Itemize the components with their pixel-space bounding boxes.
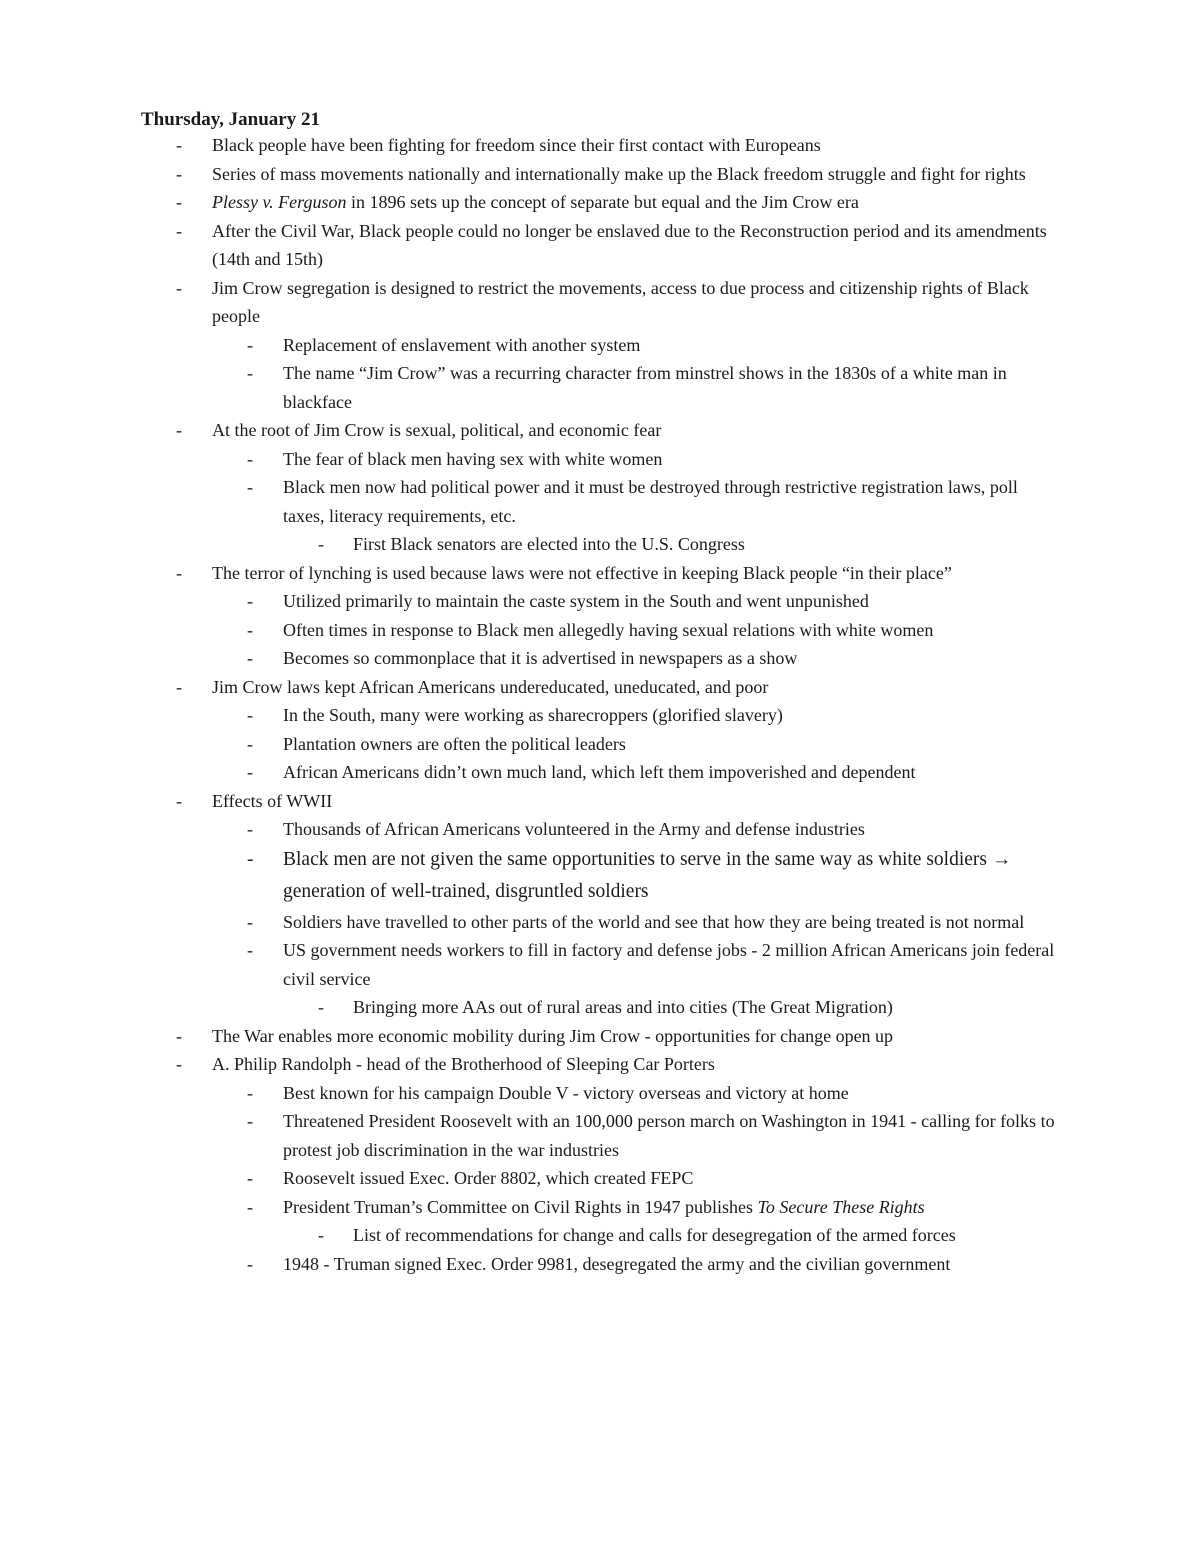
bullet-body: Plantation owners are often the political leaders [283,733,626,754]
bullet-item-level-1 [0,416,1200,445]
bullet-body: Series of mass movements nationally and internationally make up the Black freedom struggle and fight for rights [212,163,1026,184]
bullet-dash: - [176,220,182,241]
bullet-text [283,1164,1063,1193]
bullet-body: in 1896 sets up the concept of separate but equal and the Jim Crow era [346,192,859,212]
bullet-dash: - [247,705,253,725]
bullet-body: The terror of lynching is used because laws were not effective in keeping Black people “in their place” [212,562,952,583]
italic-title: Plessy v. Ferguson [212,192,347,212]
bullet-item-level-2 [0,1107,1200,1164]
bullet-dash: - [176,790,182,811]
bullet-body: Soldiers have travelled to other parts of the world and see that how they are being treated is not normal [283,911,1025,932]
bullet-body: Black men now had political power and it must be destroyed through restrictive registration laws, poll taxes, literacy requirements, etc. [283,477,1018,526]
bullet-item-level-2 [0,587,1200,616]
bullet-text [283,815,1063,844]
bullet-item-level-2 [0,445,1200,474]
bullet-body: The name “Jim Crow” was a recurring character from minstrel shows in the 1830s of a white man in blackface [283,363,1007,412]
bullet-dash: - [247,477,253,497]
bullet-dash: - [247,1111,253,1131]
bullet-dash: - [176,562,182,583]
bullet-text [353,993,1063,1022]
bullet-item-level-1 [0,1050,1200,1079]
bullet-body: First Black senators are elected into the U.S. Congress [353,534,745,554]
bullet-text [283,758,1063,787]
notes-list [0,131,1200,1278]
italic-title: To Secure These Rights [757,1196,925,1217]
bullet-body: List of recommendations for change and calls for desegregation of the armed forces [353,1225,956,1245]
bullet-dash: - [176,135,182,155]
bullet-text [212,787,1062,816]
bullet-text [283,473,1063,530]
bullet-dash: - [247,848,254,870]
bullet-text [353,530,1063,559]
bullet-item-level-1 [0,188,1200,217]
bullet-item-level-2 [0,473,1200,530]
bullet-text [212,1022,1062,1051]
bullet-body: The War enables more economic mobility during Jim Crow - opportunities for change open up [212,1025,894,1046]
bullet-text [283,644,1063,673]
bullet-text [212,274,1062,331]
bullet-item-level-2 [0,644,1200,673]
bullet-dash: - [176,676,182,697]
bullet-body: Often times in response to Black men allegedly having sexual relations with white women [283,619,934,640]
bullet-item-level-2 [0,1079,1200,1108]
bullet-dash: - [247,1168,253,1188]
bullet-item-level-1 [0,131,1200,160]
bullet-item-level-1 [0,673,1200,702]
bullet-item-level-2 [0,936,1200,993]
bullet-text [283,908,1063,937]
bullet-dash: - [247,819,253,839]
bullet-item-level-3 [0,530,1200,559]
bullet-item-level-2 [0,616,1200,645]
bullet-text [283,844,1063,908]
bullet-item-level-1 [0,160,1200,189]
bullet-dash: - [247,762,253,782]
bullet-text [283,1250,1063,1279]
bullet-text [283,936,1063,993]
bullet-item-level-2 [0,815,1200,844]
bullet-item-level-1 [0,559,1200,588]
bullet-dash: - [176,163,182,184]
bullet-body: Bringing more AAs out of rural areas and into cities (The Great Migration) [353,997,893,1017]
bullet-dash: - [318,534,324,554]
bullet-item-level-1 [0,217,1200,274]
bullet-item-level-3 [0,1221,1200,1250]
bullet-body: Effects of WWII [212,790,333,811]
bullet-text [283,359,1063,416]
bullet-item-level-2 [0,701,1200,730]
bullet-body: A. Philip Randolph - head of the Brotherhood of Sleeping Car Porters [212,1054,715,1074]
bullet-dash: - [247,733,253,754]
bullet-text [212,217,1062,274]
bullet-text [212,559,1062,588]
bullet-dash: - [176,192,182,212]
bullet-body: President Truman’s Committee on Civil Rights in 1947 publishes [283,1196,758,1217]
bullet-body: Replacement of enslavement with another system [283,334,641,355]
bullet-text [212,673,1062,702]
bullet-body: US government needs workers to fill in factory and defense jobs - 2 million African Americans join federal civil service [283,940,1055,989]
bullet-body: Best known for his campaign Double V - victory overseas and victory at home [283,1082,849,1103]
bullet-text [283,1193,1063,1222]
bullet-body: Becomes so commonplace that it is advertised in newspapers as a show [283,648,798,668]
bullet-text [283,701,1063,730]
bullet-item-level-2 [0,844,1200,908]
bullet-dash: - [247,940,253,960]
bullet-text [283,730,1063,759]
bullet-dash: - [318,1225,324,1245]
bullet-dash: - [247,911,253,932]
bullet-text [283,331,1063,360]
page-title: Thursday, January 21 [141,109,320,130]
bullet-text [212,188,1062,217]
bullet-text [212,131,1062,160]
bullet-body: 1948 - Truman signed Exec. Order 9981, desegregated the army and the civilian government [283,1253,951,1274]
bullet-dash: - [247,619,253,640]
bullet-body: After the Civil War, Black people could no longer be enslaved due to the Reconstruction period and its amendments (14th and 15th) [212,220,1047,269]
bullet-body: Jim Crow laws kept African Americans undereducated, uneducated, and poor [212,676,769,697]
bullet-item-level-2 [0,1250,1200,1279]
bullet-dash: - [176,1054,182,1074]
bullet-text [283,587,1063,616]
bullet-body: Utilized primarily to maintain the caste system in the South and went unpunished [283,591,869,611]
bullet-dash: - [176,420,182,440]
bullet-text [283,445,1063,474]
bullet-body: Threatened President Roosevelt with an 100,000 person march on Washington in 1941 - calling for folks to protest job discrimination in the war industries [283,1111,1055,1160]
bullet-dash: - [247,648,253,668]
bullet-item-level-3 [0,993,1200,1022]
bullet-body: Black men are not given the same opportunities to serve in the same way as white soldiers → generation of well-trained, disgruntled soldiers [283,848,1012,902]
bullet-dash: - [247,1082,253,1103]
bullet-text [283,1107,1063,1164]
bullet-body: At the root of Jim Crow is sexual, political, and economic fear [212,420,662,440]
bullet-dash: - [176,1025,182,1046]
bullet-body: Roosevelt issued Exec. Order 8802, which created FEPC [283,1168,694,1188]
bullet-body: Thousands of African Americans volunteered in the Army and defense industries [283,819,865,839]
bullet-text [212,416,1062,445]
bullet-text [212,1050,1062,1079]
bullet-body: African Americans didn’t own much land, which left them impoverished and dependent [283,762,916,782]
bullet-body: In the South, many were working as sharecroppers (glorified slavery) [283,705,783,725]
bullet-dash: - [247,1196,253,1217]
bullet-item-level-2 [0,1164,1200,1193]
bullet-item-level-2 [0,331,1200,360]
bullet-item-level-2 [0,730,1200,759]
bullet-body: Jim Crow segregation is designed to restrict the movements, access to due process and citizenship rights of Black people [212,277,1029,326]
bullet-item-level-2 [0,1193,1200,1222]
bullet-dash: - [247,334,253,355]
bullet-item-level-2 [0,758,1200,787]
bullet-item-level-2 [0,359,1200,416]
bullet-dash: - [247,448,253,469]
bullet-item-level-1 [0,1022,1200,1051]
bullet-item-level-1 [0,787,1200,816]
bullet-text [212,160,1062,189]
bullet-text [353,1221,1063,1250]
bullet-text [283,616,1063,645]
bullet-dash: - [247,363,253,383]
bullet-item-level-1 [0,274,1200,331]
bullet-dash: - [247,591,253,611]
bullet-dash: - [176,277,182,298]
bullet-dash: - [247,1253,253,1274]
bullet-item-level-2 [0,908,1200,937]
bullet-text [283,1079,1063,1108]
bullet-body: The fear of black men having sex with white women [283,448,663,469]
bullet-body: Black people have been fighting for freedom since their first contact with Europeans [212,135,821,155]
bullet-dash: - [318,997,324,1017]
